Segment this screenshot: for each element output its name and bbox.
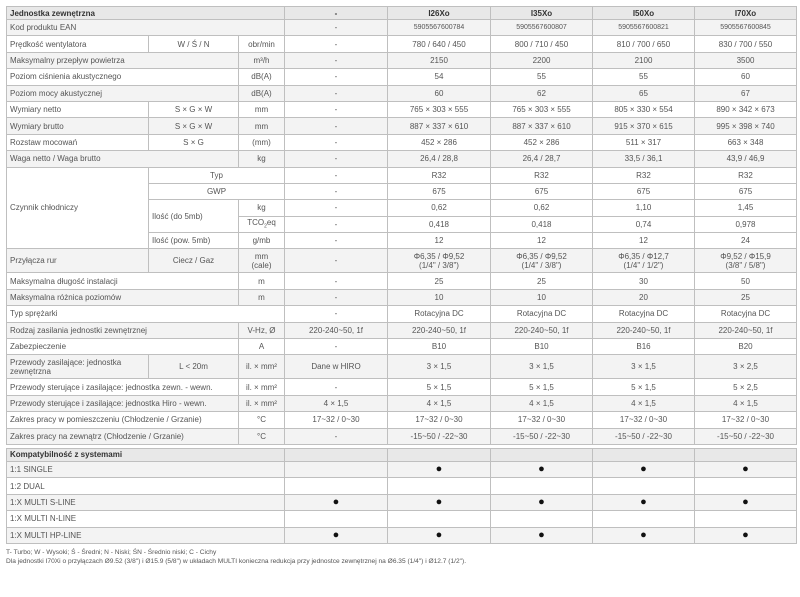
value-cell: B20 <box>695 339 797 355</box>
value-cell: 2200 <box>491 52 593 68</box>
row-sublabel: W / Ś / N <box>149 36 239 52</box>
row-label: Poziom mocy akustycznej <box>7 85 239 101</box>
value-cell: 511 × 317 <box>593 134 695 150</box>
value-cell: 30 <box>593 273 695 289</box>
compat-dot: ● <box>593 527 695 543</box>
compat-label: 1:X MULTI S-LINE <box>7 494 285 510</box>
value-cell <box>593 249 695 273</box>
row-unit: m <box>239 273 285 289</box>
model-I35Xo: I35Xo <box>491 7 593 20</box>
value-cell: 4 × 1,5 <box>491 395 593 411</box>
compat-dot <box>695 478 797 494</box>
value-cell: Rotacyjna DC <box>491 306 593 322</box>
row-label: Maksymalna długość instalacji <box>7 273 239 289</box>
row-label: Rodzaj zasilania jednostki zewnętrznej <box>7 322 239 338</box>
value-cell: - <box>285 101 388 117</box>
row-refrigerant-type <box>7 167 797 183</box>
row-sublabel: S × G <box>149 134 239 150</box>
value-cell: 4 × 1,5 <box>285 395 388 411</box>
pipe-mm: Φ6,35 / Φ9,52 <box>413 251 465 261</box>
value-cell: 765 × 303 × 555 <box>388 101 491 117</box>
spec-table <box>6 6 797 544</box>
row-label: Poziom ciśnienia akustycznego <box>7 69 239 85</box>
value-cell: 17~32 / 0~30 <box>285 412 388 428</box>
row-weight <box>7 151 797 167</box>
value-cell: - <box>285 216 388 232</box>
value-cell: - <box>285 306 388 322</box>
row-compressor <box>7 306 797 322</box>
row-sublabel: L < 20m <box>149 355 239 379</box>
compat-dot: ● <box>388 461 491 477</box>
value-cell: 24 <box>695 233 797 249</box>
value-cell: - <box>285 233 388 249</box>
value-cell: 12 <box>593 233 695 249</box>
value-cell: 55 <box>491 69 593 85</box>
value-cell: B10 <box>388 339 491 355</box>
compat-dot: ● <box>695 494 797 510</box>
compat-title: Kompatybilność z systemami <box>7 448 285 461</box>
value-cell: 17~32 / 0~30 <box>695 412 797 428</box>
row-label: Zabezpieczenie <box>7 339 239 355</box>
value-cell: B10 <box>491 339 593 355</box>
compat-dot: ● <box>593 494 695 510</box>
value-cell: 452 × 286 <box>388 134 491 150</box>
value-cell: 5905567600821 <box>593 20 695 36</box>
compat-dot <box>285 511 388 527</box>
value-cell: 4 × 1,5 <box>695 395 797 411</box>
row-label: Waga netto / Waga brutto <box>7 151 239 167</box>
value-cell: 4 × 1,5 <box>593 395 695 411</box>
row-fuse <box>7 339 797 355</box>
pipe-inch: (1/4" / 3/8") <box>521 260 562 270</box>
compat-row-dual <box>7 478 797 494</box>
compat-dot: ● <box>285 527 388 543</box>
row-unit: il. × mm² <box>239 355 285 379</box>
compat-dot: ● <box>695 461 797 477</box>
value-cell: 50 <box>695 273 797 289</box>
value-cell: 60 <box>388 85 491 101</box>
pipe-mm: Φ6,35 / Φ12,7 <box>618 251 669 261</box>
value-cell: - <box>285 52 388 68</box>
compat-dot: ● <box>388 527 491 543</box>
pipes-unit-2: (cale) <box>251 260 272 270</box>
value-cell: 12 <box>491 233 593 249</box>
row-max-height <box>7 289 797 305</box>
model-I26Xo: I26Xo <box>388 7 491 20</box>
value-cell: 55 <box>593 69 695 85</box>
row-sublabel: Ciecz / Gaz <box>149 249 239 273</box>
row-unit <box>239 216 285 232</box>
header-dash: - <box>285 7 388 20</box>
header-row <box>7 7 797 20</box>
row-unit: il. × mm² <box>239 379 285 395</box>
value-cell: 0,74 <box>593 216 695 232</box>
qty-label: Ilość (do 5mb) <box>149 200 239 233</box>
value-cell <box>388 249 491 273</box>
row-mount-spacing <box>7 134 797 150</box>
row-label: Przewody sterujące i zasilające: jednostka zewn. - wewn. <box>7 379 239 395</box>
compat-row-multi-hp <box>7 527 797 543</box>
value-cell: - <box>285 183 388 199</box>
value-cell: 220-240~50, 1f <box>491 322 593 338</box>
compat-row-multi-s <box>7 494 797 510</box>
row-label: Zakres pracy w pomieszczeniu (Chłodzenie / Grzanie) <box>7 412 239 428</box>
row-unit: dB(A) <box>239 85 285 101</box>
value-cell: 830 / 700 / 550 <box>695 36 797 52</box>
value-cell: 220-240~50, 1f <box>285 322 388 338</box>
value-cell: 663 × 348 <box>695 134 797 150</box>
value-cell: 4 × 1,5 <box>388 395 491 411</box>
value-cell: 0,62 <box>491 200 593 216</box>
value-cell: - <box>285 379 388 395</box>
value-cell: - <box>285 289 388 305</box>
row-unit <box>239 249 285 273</box>
compat-dot: ● <box>491 494 593 510</box>
value-cell: 12 <box>388 233 491 249</box>
value-cell: 675 <box>491 183 593 199</box>
value-cell: 995 × 398 × 740 <box>695 118 797 134</box>
row-supply-wires <box>7 355 797 379</box>
pipe-inch: (1/4" / 1/2") <box>623 260 664 270</box>
row-label: Przyłącza rur <box>7 249 149 273</box>
value-cell: 3500 <box>695 52 797 68</box>
row-label: Maksymalna różnica poziomów <box>7 289 239 305</box>
row-fan-speed <box>7 36 797 52</box>
compat-dot <box>285 461 388 477</box>
value-cell: 43,9 / 46,9 <box>695 151 797 167</box>
value-cell: 5905567600845 <box>695 20 797 36</box>
compat-dot <box>593 478 695 494</box>
value-cell: - <box>285 339 388 355</box>
value-cell: 220-240~50, 1f <box>388 322 491 338</box>
row-label: Wymiary netto <box>7 101 149 117</box>
row-unit: il. × mm² <box>239 395 285 411</box>
compat-dot <box>695 511 797 527</box>
value-cell: 17~32 / 0~30 <box>491 412 593 428</box>
value-cell: 54 <box>388 69 491 85</box>
tco-sub: 2 <box>264 223 267 230</box>
value-cell: 780 / 640 / 450 <box>388 36 491 52</box>
value-cell: 25 <box>695 289 797 305</box>
value-cell: 887 × 337 × 610 <box>388 118 491 134</box>
value-cell: -15~50 / -22~30 <box>695 428 797 444</box>
row-ean <box>7 20 797 36</box>
value-cell: R32 <box>491 167 593 183</box>
row-unit: (mm) <box>239 134 285 150</box>
value-cell: - <box>285 20 388 36</box>
compat-label: 1:1 SINGLE <box>7 461 285 477</box>
value-cell: 17~32 / 0~30 <box>593 412 695 428</box>
row-pipes <box>7 249 797 273</box>
compat-dot <box>388 511 491 527</box>
value-cell: 20 <box>593 289 695 305</box>
row-hiro-wires <box>7 395 797 411</box>
row-unit: mm <box>239 118 285 134</box>
row-sublabel: GWP <box>149 183 285 199</box>
compat-row-single <box>7 461 797 477</box>
compat-dot <box>388 478 491 494</box>
refrigerant-label: Czynnik chłodniczy <box>7 167 149 249</box>
value-cell: 1,10 <box>593 200 695 216</box>
value-cell: 5 × 1,5 <box>491 379 593 395</box>
row-unit: °C <box>239 428 285 444</box>
compat-empty <box>388 448 491 461</box>
value-cell: 0,418 <box>388 216 491 232</box>
value-cell: 60 <box>695 69 797 85</box>
row-label: Zakres pracy na zewnątrz (Chłodzenie / Grzanie) <box>7 428 239 444</box>
value-cell: 5905567600784 <box>388 20 491 36</box>
pipes-unit-1: mm <box>254 251 269 261</box>
footnote-multi-reduction: Dla jednostki I70Xi o przyłączach Ø9.52 (3/8") i Ø15.9 (5/8") w układach MULTI konieczna redukcja przy jednostce zewnętrznej na Ø6.35 (1/4") i Ø12.7 (1/2"). <box>6 558 467 566</box>
row-outdoor-range <box>7 428 797 444</box>
row-gross-dimensions <box>7 118 797 134</box>
value-cell: -15~50 / -22~30 <box>491 428 593 444</box>
compat-header-row <box>7 448 797 461</box>
compat-dot <box>285 478 388 494</box>
value-cell: - <box>285 134 388 150</box>
value-cell: 890 × 342 × 673 <box>695 101 797 117</box>
footnote-abbreviations: T- Turbo; W - Wysoki; Ś - Średni; N - Niski; ŚN - Średnio niski; C - Cichy <box>6 548 217 556</box>
row-unit: °C <box>239 412 285 428</box>
value-cell: Dane w HIRO <box>285 355 388 379</box>
row-label: Przewody sterujące i zasilające: jednostka Hiro - wewn. <box>7 395 239 411</box>
pipe-inch: (3/8" / 5/8") <box>725 260 766 270</box>
pipe-mm: Φ9,52 / Φ15,9 <box>720 251 771 261</box>
row-sublabel: Ilość (pow. 5mb) <box>149 233 239 249</box>
value-cell: 3 × 1,5 <box>593 355 695 379</box>
value-cell: -15~50 / -22~30 <box>388 428 491 444</box>
value-cell: 3 × 1,5 <box>491 355 593 379</box>
row-label: Typ sprężarki <box>7 306 285 322</box>
row-label: Kod produktu EAN <box>7 20 285 36</box>
row-net-dimensions <box>7 101 797 117</box>
value-cell: 675 <box>593 183 695 199</box>
compat-dot: ● <box>388 494 491 510</box>
row-unit: kg <box>239 200 285 216</box>
value-cell: 887 × 337 × 610 <box>491 118 593 134</box>
value-cell: 0,418 <box>491 216 593 232</box>
compat-dot <box>491 478 593 494</box>
row-label: Maksymalny przepływ powietrza <box>7 52 239 68</box>
value-cell: 17~32 / 0~30 <box>388 412 491 428</box>
value-cell <box>695 249 797 273</box>
value-cell: R32 <box>593 167 695 183</box>
value-cell: 1,45 <box>695 200 797 216</box>
row-unit: kg <box>239 151 285 167</box>
row-power-supply <box>7 322 797 338</box>
footnotes <box>6 548 796 567</box>
value-cell: 765 × 303 × 555 <box>491 101 593 117</box>
value-cell <box>491 249 593 273</box>
row-max-length <box>7 273 797 289</box>
value-cell: 26,4 / 28,7 <box>491 151 593 167</box>
row-sublabel: Typ <box>149 167 285 183</box>
value-cell: 2100 <box>593 52 695 68</box>
row-unit: obr/min <box>239 36 285 52</box>
row-unit: m³/h <box>239 52 285 68</box>
model-I70Xo: I70Xo <box>695 7 797 20</box>
tco-tail: eq <box>266 217 276 227</box>
row-indoor-range <box>7 412 797 428</box>
compat-label: 1:X MULTI HP-LINE <box>7 527 285 543</box>
header-title: Jednostka zewnętrzna <box>7 7 285 20</box>
compat-dot: ● <box>491 461 593 477</box>
value-cell: 5 × 1,5 <box>388 379 491 395</box>
value-cell: 62 <box>491 85 593 101</box>
value-cell: 5 × 1,5 <box>593 379 695 395</box>
compat-dot <box>593 511 695 527</box>
value-cell: - <box>285 151 388 167</box>
tco-unit: TCO <box>247 217 265 227</box>
value-cell: 220-240~50, 1f <box>593 322 695 338</box>
row-unit: A <box>239 339 285 355</box>
value-cell: 452 × 286 <box>491 134 593 150</box>
compat-label: 1:2 DUAL <box>7 478 285 494</box>
row-unit: mm <box>239 101 285 117</box>
value-cell: B16 <box>593 339 695 355</box>
row-label: Przewody zasilające: jednostka zewnętrzna <box>7 355 149 379</box>
row-unit: V-Hz, Ø <box>239 322 285 338</box>
value-cell: - <box>285 200 388 216</box>
value-cell: Rotacyjna DC <box>593 306 695 322</box>
value-cell: - <box>285 428 388 444</box>
value-cell: 810 / 700 / 650 <box>593 36 695 52</box>
value-cell: - <box>285 167 388 183</box>
value-cell: - <box>285 36 388 52</box>
compat-empty <box>491 448 593 461</box>
row-sublabel: S × G × W <box>149 101 239 117</box>
value-cell: - <box>285 69 388 85</box>
compat-empty <box>593 448 695 461</box>
value-cell: 220-240~50, 1f <box>695 322 797 338</box>
compat-empty <box>695 448 797 461</box>
value-cell: R32 <box>695 167 797 183</box>
value-cell: 805 × 330 × 554 <box>593 101 695 117</box>
row-airflow <box>7 52 797 68</box>
row-sublabel: S × G × W <box>149 118 239 134</box>
row-sound-pressure <box>7 69 797 85</box>
value-cell: -15~50 / -22~30 <box>593 428 695 444</box>
row-unit: g/mb <box>239 233 285 249</box>
compat-dot: ● <box>285 494 388 510</box>
value-cell: 3 × 1,5 <box>388 355 491 379</box>
value-cell: - <box>285 85 388 101</box>
pipe-mm: Φ6,35 / Φ9,52 <box>516 251 567 261</box>
value-cell: Rotacyjna DC <box>388 306 491 322</box>
value-cell: Rotacyjna DC <box>695 306 797 322</box>
pipe-inch: (1/4" / 3/8") <box>419 260 459 270</box>
row-label: Rozstaw mocowań <box>7 134 149 150</box>
compat-dot <box>491 511 593 527</box>
value-cell: 10 <box>491 289 593 305</box>
row-label: Prędkość wentylatora <box>7 36 149 52</box>
row-sound-power <box>7 85 797 101</box>
row-unit: m <box>239 289 285 305</box>
value-cell: 3 × 2,5 <box>695 355 797 379</box>
value-cell: 0,62 <box>388 200 491 216</box>
value-cell: 5 × 2,5 <box>695 379 797 395</box>
compat-dot: ● <box>491 527 593 543</box>
compat-dot: ● <box>593 461 695 477</box>
value-cell: - <box>285 118 388 134</box>
value-cell: 10 <box>388 289 491 305</box>
value-cell: 915 × 370 × 615 <box>593 118 695 134</box>
row-unit: dB(A) <box>239 69 285 85</box>
row-control-wires <box>7 379 797 395</box>
value-cell: 5905567600807 <box>491 20 593 36</box>
value-cell: 25 <box>388 273 491 289</box>
value-cell: 25 <box>491 273 593 289</box>
value-cell: 675 <box>695 183 797 199</box>
value-cell: 26,4 / 28,8 <box>388 151 491 167</box>
model-I50Xo: I50Xo <box>593 7 695 20</box>
value-cell: R32 <box>388 167 491 183</box>
value-cell: 675 <box>388 183 491 199</box>
row-label: Wymiary brutto <box>7 118 149 134</box>
value-cell: 67 <box>695 85 797 101</box>
compat-empty <box>285 448 388 461</box>
value-cell: - <box>285 273 388 289</box>
value-cell: 33,5 / 36,1 <box>593 151 695 167</box>
compat-dot: ● <box>695 527 797 543</box>
compat-row-multi-n <box>7 511 797 527</box>
value-cell: 0,978 <box>695 216 797 232</box>
compat-label: 1:X MULTI N-LINE <box>7 511 285 527</box>
value-cell: - <box>285 249 388 273</box>
value-cell: 800 / 710 / 450 <box>491 36 593 52</box>
value-cell: 65 <box>593 85 695 101</box>
spec-sheet <box>6 6 796 567</box>
value-cell: 2150 <box>388 52 491 68</box>
